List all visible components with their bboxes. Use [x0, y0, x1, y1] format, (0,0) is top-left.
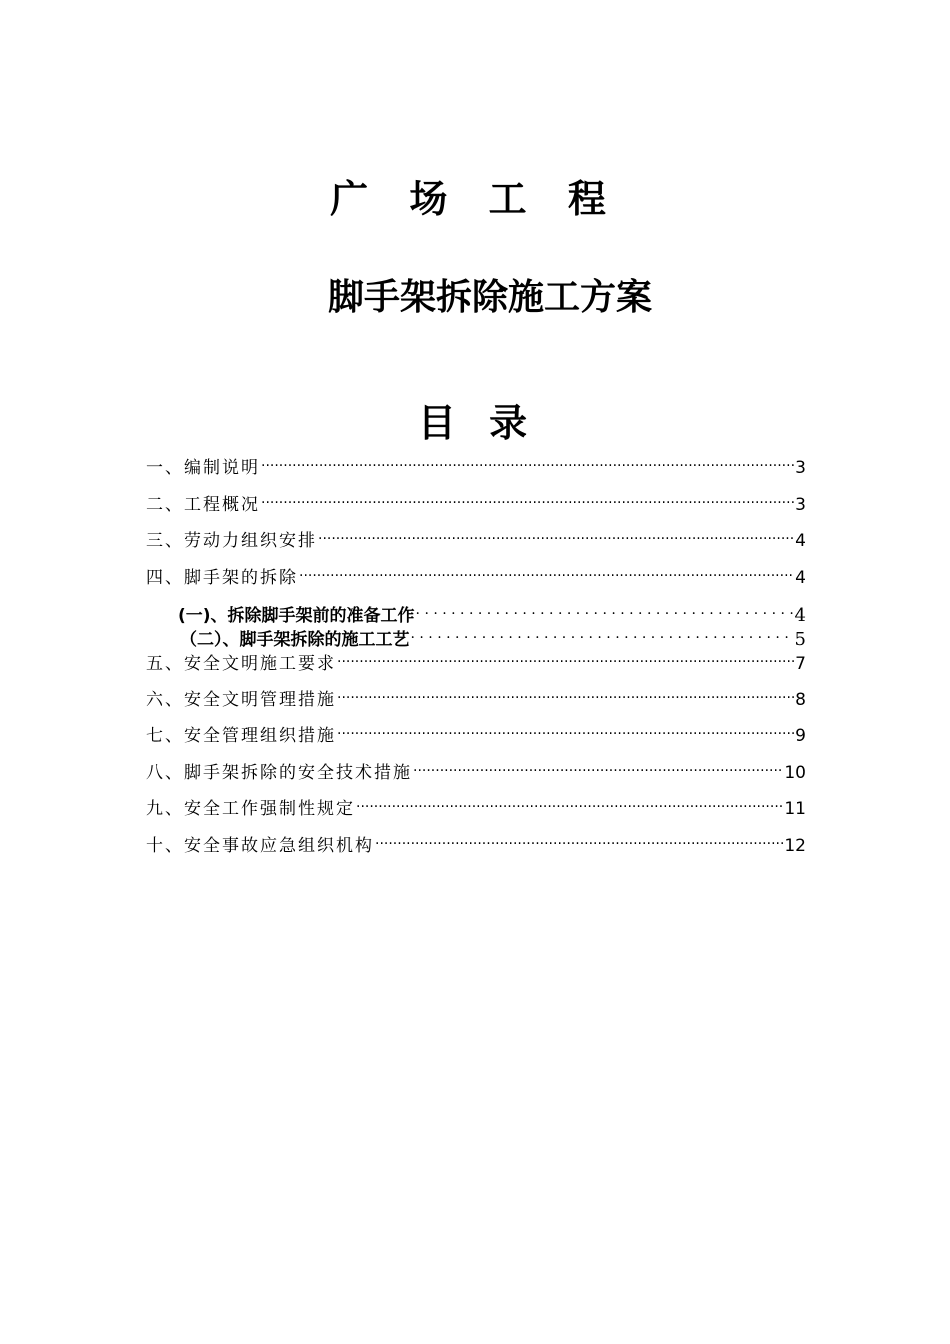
toc-entry-7[interactable]	[146, 715, 806, 746]
toc-entry-6[interactable]	[146, 679, 806, 710]
toc-entry-3[interactable]	[146, 520, 806, 551]
toc-entry-label: 八、脚手架拆除的安全技术措施	[146, 763, 412, 783]
toc-entry-8[interactable]	[146, 752, 806, 783]
toc-entry-label: 五、安全文明施工要求	[146, 654, 336, 674]
toc-entry-page: 4	[794, 605, 806, 626]
toc-entry-2[interactable]	[146, 484, 806, 515]
toc-entry-page: 9	[795, 726, 806, 746]
toc-entry-page: 3	[795, 495, 806, 515]
toc-entry-label: (一)、拆除脚手架前的准备工作	[178, 606, 415, 626]
toc-dot-leader	[337, 679, 794, 705]
toc-subentry-1[interactable]	[178, 595, 806, 626]
toc-entry-label: 二、工程概况	[146, 495, 260, 515]
document-subtitle: 脚手架拆除施工方案	[327, 277, 652, 318]
toc-dot-leader	[356, 788, 783, 814]
toc-heading: 目 录	[417, 401, 538, 445]
toc-entry-label: 四、脚手架的拆除	[146, 568, 298, 588]
toc-entry-label: 一、编制说明	[146, 458, 260, 478]
toc-entry-label: 六、安全文明管理措施	[146, 690, 336, 710]
toc-subentry-2[interactable]	[180, 619, 806, 650]
toc-dot-leader	[375, 825, 783, 851]
toc-dot-leader	[261, 484, 794, 510]
project-title: 广 场 工 程	[330, 177, 620, 221]
toc-entry-10[interactable]	[146, 825, 806, 856]
toc-entry-page: 4	[795, 568, 806, 588]
toc-entry-5[interactable]	[146, 643, 806, 674]
toc-entry-label: （二）、脚手架拆除的施工工艺	[180, 630, 410, 650]
toc-dot-leader	[318, 520, 794, 546]
toc-entry-page: 11	[784, 799, 806, 819]
toc-entry-page: 10	[784, 763, 806, 783]
toc-entry-label: 三、劳动力组织安排	[146, 531, 317, 551]
toc-dot-leader	[337, 715, 794, 741]
toc-dot-leader	[299, 557, 794, 583]
toc-entry-page: 3	[795, 458, 806, 478]
toc-entry-label: 十、安全事故应急组织机构	[146, 836, 374, 856]
toc-entry-4[interactable]	[146, 557, 806, 588]
toc-entry-page: 5	[794, 629, 806, 650]
toc-entry-page: 12	[784, 836, 806, 856]
toc-entry-9[interactable]	[146, 788, 806, 819]
toc-entry-label: 九、安全工作强制性规定	[146, 799, 355, 819]
toc-dot-leader	[416, 595, 794, 621]
toc-dot-leader	[337, 643, 794, 669]
toc-entry-page: 4	[795, 531, 806, 551]
toc-entry-page: 8	[795, 690, 806, 710]
toc-dot-leader	[411, 619, 794, 645]
toc-entry-label: 七、安全管理组织措施	[146, 726, 336, 746]
toc-entry-1[interactable]	[146, 447, 806, 478]
toc-dot-leader	[261, 447, 794, 473]
toc-entry-page: 7	[795, 654, 806, 674]
toc-dot-leader	[413, 752, 783, 778]
